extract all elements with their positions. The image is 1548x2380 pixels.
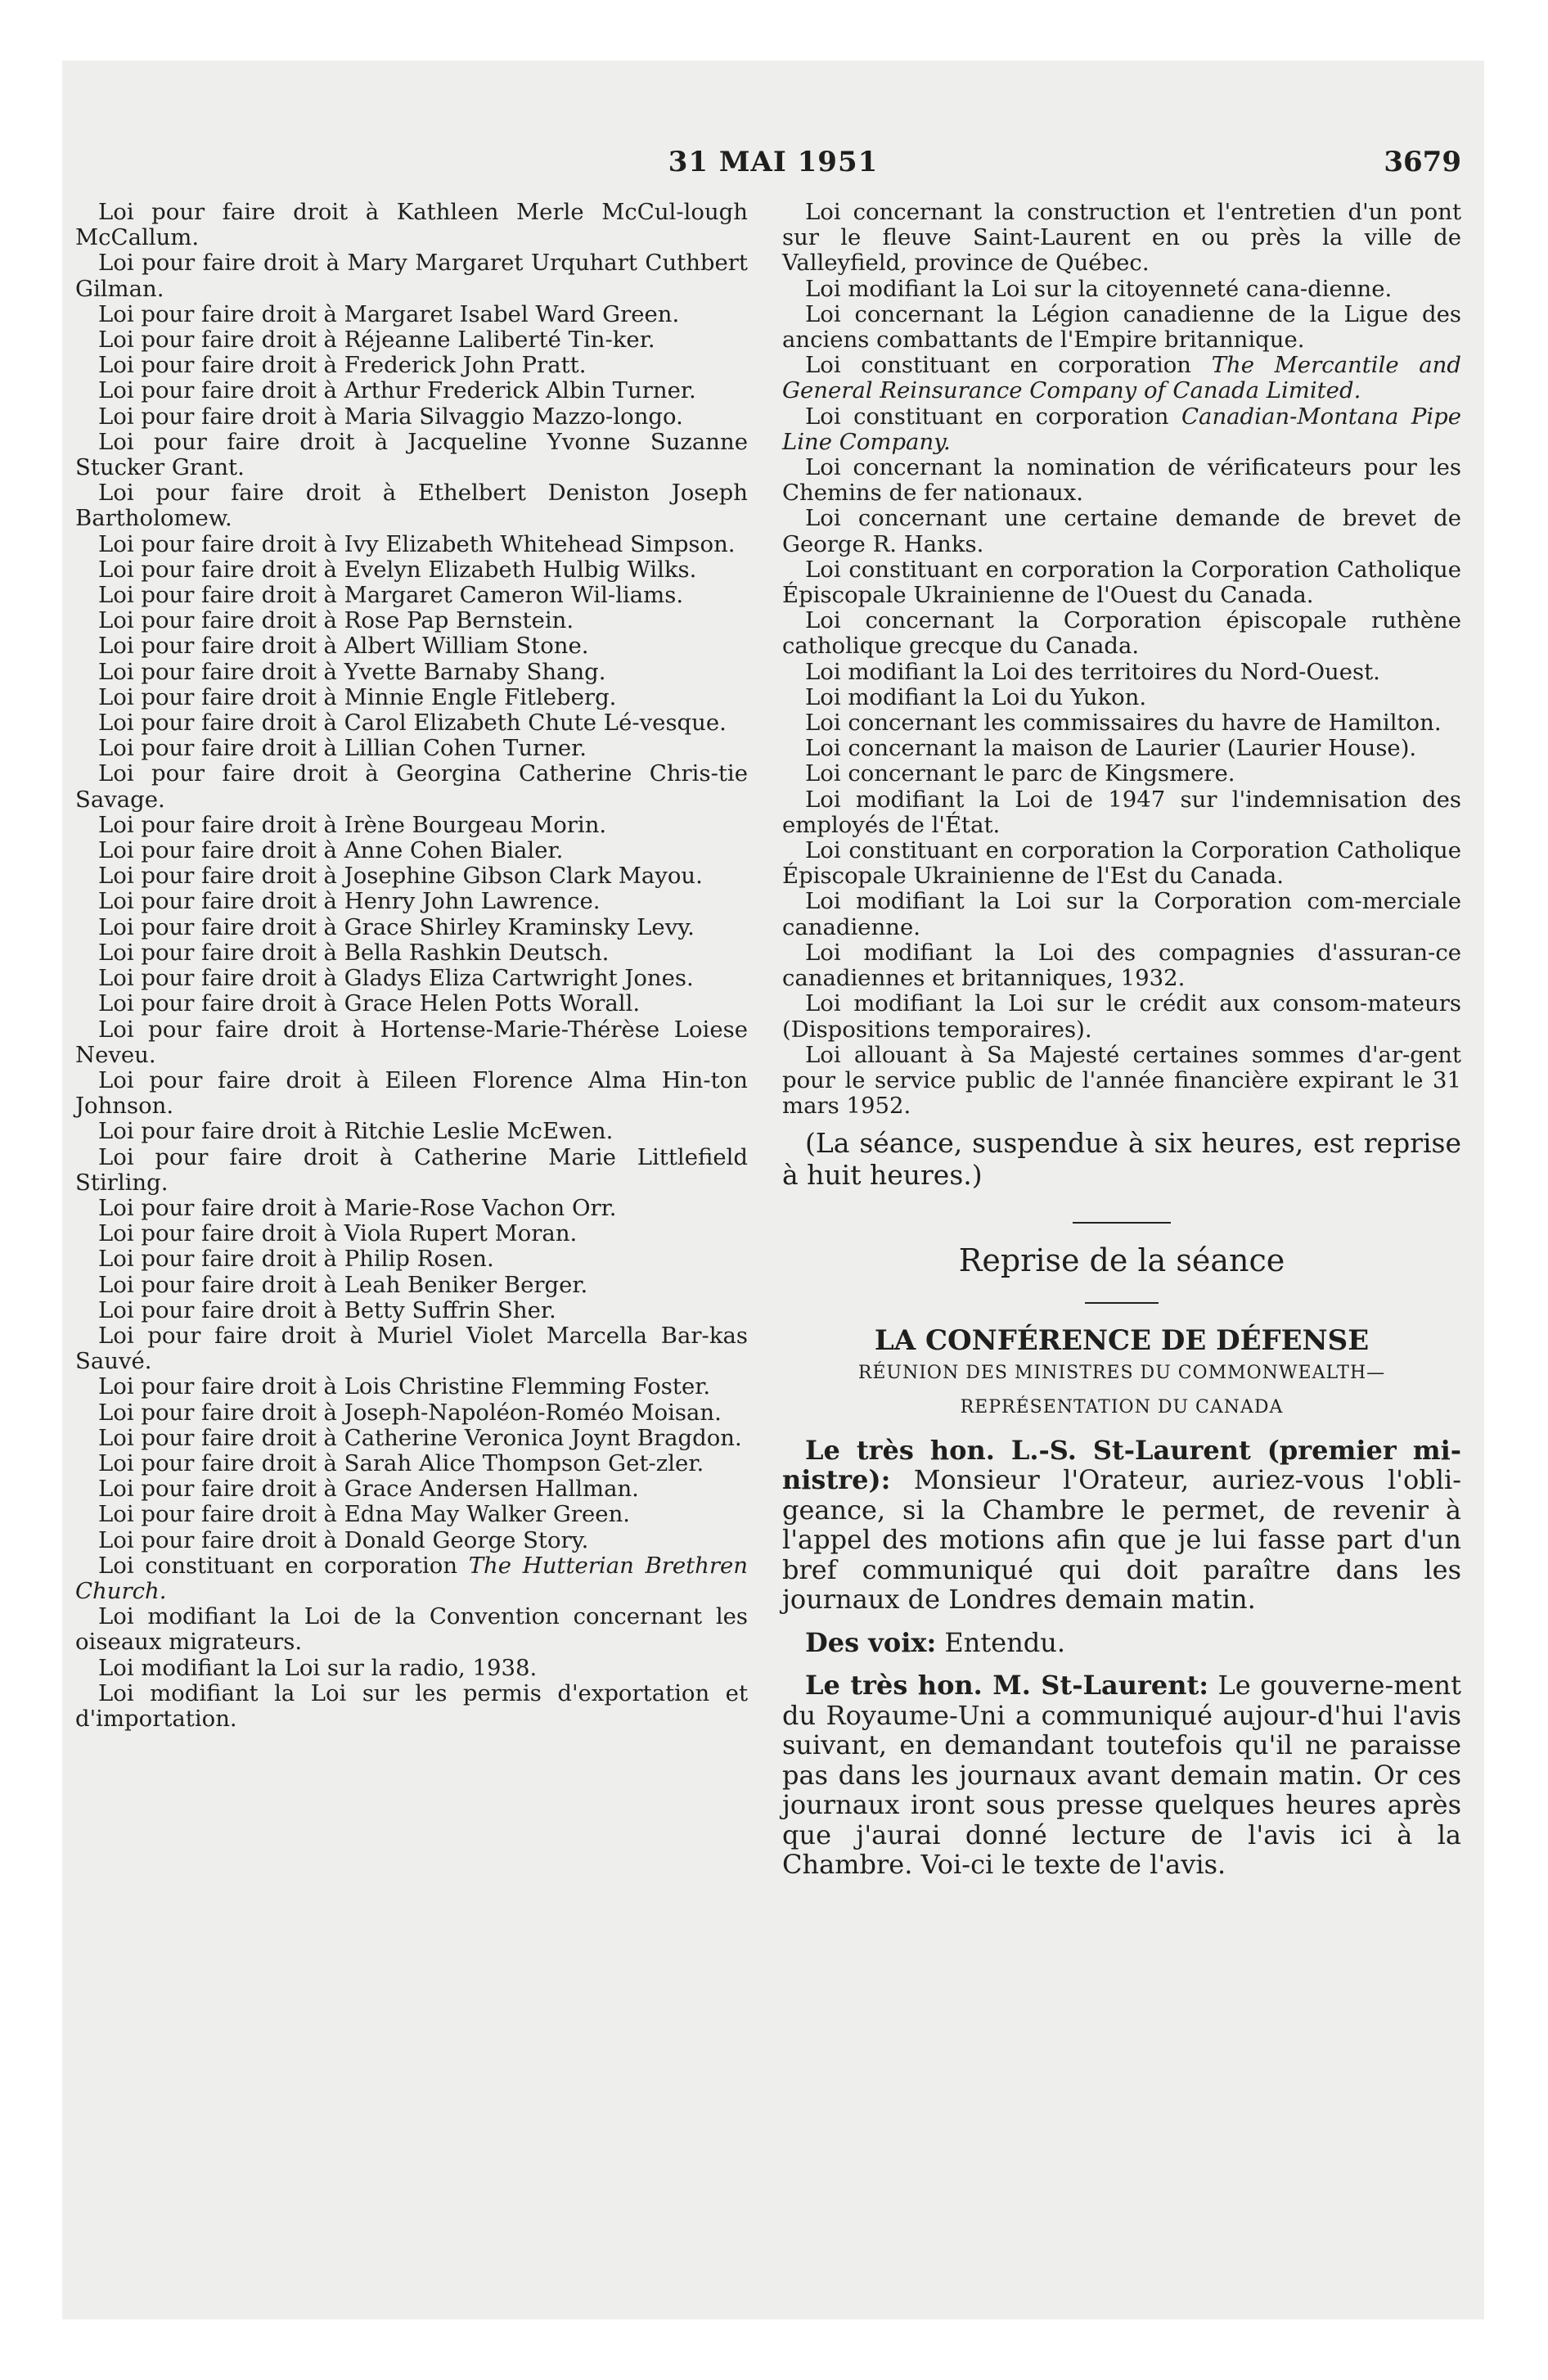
sitting-note: (La séance, suspendue à six heures, est reprise à huit heures.) [782,1127,1461,1192]
page-number: 3679 [1384,146,1461,178]
bill-entry: Loi pour faire droit à Albert William Stone. [98,633,589,660]
divider-rule [1073,1222,1171,1224]
bill-entry: Loi pour faire droit à Yvette Barnaby Shang. [98,658,606,685]
bill-entry: Loi pour faire droit à Catherine Veronica Joynt Bragdon. [98,1424,742,1451]
bill-entry: Loi concernant la construction et l'entretien d'un pont sur le fleuve Saint-Laurent en ou près la ville de Valleyfield, province de Québec. [782,199,1461,277]
bill-entry: Loi modifiant la Loi sur les permis d'exportation et d'importation. [75,1679,748,1732]
bill-entry: Loi pour faire droit à Anne Cohen Bialer. [98,837,564,864]
bill-entry: Loi pour faire droit à Grace Andersen Hallman. [98,1476,639,1503]
bill-entry: Loi concernant une certaine demande de brevet de George R. Hanks. [782,505,1461,557]
speech-st-laurent-2: Le très hon. M. St-Laurent: Le gouverne-ment du Royaume-Uni a communiqué aujour-d'hui l'avis suivant, en demandant toutefois qu'il ne paraisse pas dans les journaux avant demain matin. Or ces journaux iront sous presse quelques heures après que j'aurai donné lecture de l'avis ici à la Chambre. Voi-ci le texte de l'avis. [782,1670,1461,1881]
bill-entry: Loi concernant la nomination de vérificateurs pour les Chemins de fer nationaux. [782,454,1461,507]
bill-entry: Loi pour faire droit à Joseph-Napoléon-Roméo Moisan. [98,1399,722,1426]
bill-entry: Loi pour faire droit à Gladys Eliza Cartwright Jones. [98,965,694,992]
bill-entry: Loi pour faire droit à Josephine Gibson Clark Mayou. [98,863,703,890]
bill-entry: Loi modifiant la Loi des compagnies d'assuran-ce canadiennes et britanniques, 1932. [782,939,1461,992]
bill-entry: Loi pour faire droit à Ivy Elizabeth Whitehead Simpson. [98,530,736,557]
section-title: Reprise de la séance [958,1242,1285,1279]
bill-entry: Loi pour faire droit à Evelyn Elizabeth Hulbig Wilks. [98,556,697,583]
bill-entry: Loi pour faire droit à Muriel Violet Marcella Bar-kas Sauvé. [75,1322,748,1375]
bill-entry: Loi pour faire droit à Lillian Cohen Turner. [98,735,587,762]
speaker-label: Des voix: [805,1626,937,1658]
debate-subheading-1: RÉUNION DES MINISTRES DU COMMONWEALTH— [857,1362,1386,1383]
bill-entry: Loi pour faire droit à Catherine Marie Littlefield Stirling. [75,1143,748,1196]
bill-entry: Loi modifiant la Loi du Yukon. [805,683,1147,710]
bill-entry: Loi pour faire droit à Leah Beniker Berger. [98,1271,588,1298]
bill-entry: Loi pour faire droit à Carol Elizabeth Chute Lé-vesque. [98,710,727,737]
bill-entry: Loi pour faire droit à Ritchie Leslie McEwen. [98,1118,614,1145]
bill-entry: Loi pour faire droit à Marie-Rose Vachon Orr. [98,1194,617,1221]
bill-entry: Loi pour faire droit à Margaret Isabel Ward Green. [98,300,680,327]
bill-entry: Loi concernant la maison de Laurier (Laurier House). [805,735,1417,762]
speaker-label: Le très hon. M. St-Laurent: [805,1670,1209,1702]
bill-entry: Loi concernant la Corporation épiscopale ruthène catholique grecque du Canada. [782,607,1461,660]
page-scan [62,61,1484,2319]
speech-st-laurent-1: Le très hon. L.-S. St-Laurent (premier mi-nistre): Monsieur l'Orateur, auriez-vous l'obli-geance, si la Chambre le permet, de revenir à l'appel des motions afin que je lui fasse part d'un bref communiqué qui doit paraître dans les journaux de Londres demain matin. [782,1434,1461,1616]
bill-entry: Loi pour faire droit à Lois Christine Flemming Foster. [98,1373,711,1400]
bill-entry: Loi pour faire droit à Réjeanne Laliberté Tin-ker. [98,327,655,354]
bill-entry: Loi pour faire droit à Ethelbert Deniston Joseph Bartholomew. [75,480,748,532]
debate-heading: LA CONFÉRENCE DE DÉFENSE [874,1323,1370,1357]
bill-entry: Loi pour faire droit à Viola Rupert Moran. [98,1220,578,1247]
bill-entry: Loi pour faire droit à Hortense-Marie-Thérèse Loiese Neveu. [75,1016,748,1068]
bill-entry: Loi concernant le parc de Kingsmere. [805,760,1235,787]
bill-entry: Loi pour faire droit à Bella Rashkin Deutsch. [98,939,610,966]
right-column [782,200,1461,1880]
bill-entry: Loi pour faire droit à Henry John Lawrence. [98,888,601,915]
bill-entry: Loi pour faire droit à Maria Silvaggio Mazzo-longo. [98,403,683,430]
page-header [62,146,1484,195]
bill-entry: Loi modifiant la Loi sur le crédit aux consom-mateurs (Dispositions temporaires). [782,990,1461,1043]
bill-entry: Loi pour faire droit à Arthur Frederick Albin Turner. [98,377,696,404]
bill-entry-hutterian: Loi constituant en corporation The Hutterian Brethren Church. [75,1552,749,1604]
bill-entry: Loi concernant les commissaires du havre de Hamilton. [805,710,1442,737]
bill-entry-canadian-montana: Loi constituant en corporation Canadian-Montana Pipe Line Company. [782,403,1461,455]
bill-entry: Loi pour faire droit à Georgina Catherine Chris-tie Savage. [75,760,748,813]
bill-entry: Loi pour faire droit à Philip Rosen. [98,1246,494,1273]
bill-entry: Loi pour faire droit à Grace Shirley Kraminsky Levy. [98,913,695,940]
bill-list-left [75,200,748,1553]
bill-list-right-head [782,200,1461,353]
bill-entry: Loi pour faire droit à Sarah Alice Thompson Get-zler. [98,1449,704,1476]
bill-entry: Loi modifiant la Loi sur la citoyenneté cana-dienne. [805,275,1393,302]
bill-entry: Loi modifiant la Loi sur la radio, 1938. [98,1654,538,1681]
bill-entry: Loi pour faire droit à Eileen Florence Alma Hin-ton Johnson. [75,1066,748,1120]
bill-entry-mercantile: Loi constituant en corporation The Mercantile and General Reinsurance Company of Canada Limited. [782,352,1461,404]
bill-list-left-tail [75,1604,748,1732]
bill-entry: Loi pour faire droit à Rose Pap Bernstein. [98,607,574,634]
bill-entry: Loi pour faire droit à Minnie Engle Fitleberg. [98,683,617,710]
bill-entry: Loi pour faire droit à Irène Bourgeau Morin. [98,811,607,838]
bill-entry: Loi pour faire droit à Donald George Story. [98,1526,589,1553]
bill-entry: Loi pour faire droit à Kathleen Merle McCul-lough McCallum. [75,199,748,251]
bill-entry: Loi pour faire droit à Margaret Cameron Wil-liams. [98,582,684,609]
debate-subheading-2: REPRÉSENTATION DU CANADA [960,1396,1284,1418]
speaker-label: Le très hon. L.-S. St-Laurent (premier mi-nistre): [782,1434,1461,1496]
bill-entry: Loi modifiant la Loi sur la Corporation com-merciale canadienne. [782,888,1461,940]
bill-entry: Loi constituant en corporation la Corporation Catholique Épiscopale Ukrainienne de l'Est du Canada. [782,837,1461,890]
bill-entry: Loi pour faire droit à Betty Suffrin Sher. [98,1296,556,1323]
bill-entry: Loi pour faire droit à Jacqueline Yvonne Suzanne Stucker Grant. [75,428,748,481]
bill-list-right-tail [782,455,1461,1119]
bill-entry: Loi modifiant la Loi des territoires du Nord-Ouest. [805,658,1380,685]
speech-voices: Des voix: Entendu. [805,1626,1066,1658]
bill-entry: Loi pour faire droit à Frederick John Pratt. [98,352,587,379]
bill-entry: Loi concernant la Légion canadienne de la Ligue des anciens combattants de l'Empire britannique. [782,300,1461,354]
bill-entry: Loi constituant en corporation la Corporation Catholique Épiscopale Ukrainienne de l'Ouest du Canada. [782,556,1461,609]
bill-entry: Loi allouant à Sa Majesté certaines sommes d'ar-gent pour le service public de l'année financière expirant le 31 mars 1952. [782,1041,1461,1120]
bill-entry: Loi modifiant la Loi de la Convention concernant les oiseaux migrateurs. [75,1603,748,1656]
header-date: 31 MAI 1951 [668,146,879,178]
bill-entry: Loi modifiant la Loi de 1947 sur l'indemnisation des employés de l'État. [782,786,1461,838]
bill-entry: Loi pour faire droit à Mary Margaret Urquhart Cuthbert Gilman. [75,250,748,302]
bill-entry: Loi pour faire droit à Edna May Walker Green. [98,1501,631,1528]
bill-entry: Loi pour faire droit à Grace Helen Potts Worall. [98,990,641,1017]
left-column [75,200,748,1732]
divider-rule-short [1085,1302,1159,1304]
